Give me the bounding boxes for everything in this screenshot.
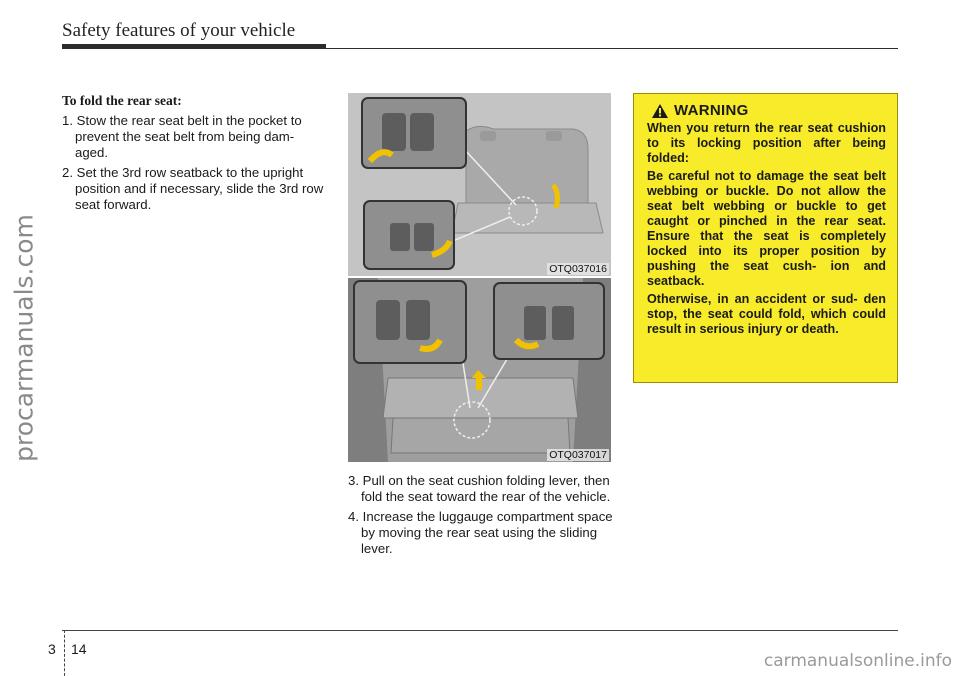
side-watermark xyxy=(2,205,46,470)
warning-box xyxy=(633,93,898,383)
warning-triangle-icon xyxy=(651,103,669,119)
seat-illustration-1 xyxy=(348,93,611,276)
warning-header xyxy=(651,102,886,119)
warning-paragraph: Otherwise, in an accident or sud- den stop, the seat could fold, which could result in serious injury or death. xyxy=(647,292,886,336)
seat-illustration-2 xyxy=(348,278,611,462)
bottom-watermark: carmanualsonline.info xyxy=(763,651,952,671)
page-header-title: Safety features of your vehicle xyxy=(62,20,296,41)
step-4: 4. Increase the luggauge compartment space by moving the rear seat using the sliding lever. xyxy=(348,509,613,556)
step-2: 2. Set the 3rd row seatback to the upright position and if necessary, slide the 3rd row seat forward. xyxy=(62,165,324,212)
figure-code: OTQ037016 xyxy=(549,263,607,275)
page-number: 14 xyxy=(71,641,87,657)
header-rule-thin xyxy=(326,48,898,49)
left-column xyxy=(62,93,328,217)
subheading: To fold the rear seat: xyxy=(62,93,182,108)
footer-rule xyxy=(62,630,898,631)
figure-rear-seat-folding xyxy=(348,93,611,276)
figure-code: OTQ037017 xyxy=(549,449,607,461)
middle-column xyxy=(348,473,613,561)
side-watermark-text: procarmanuals.com xyxy=(9,213,39,462)
figure-luggage-compartment xyxy=(348,278,611,462)
footer-divider xyxy=(64,630,65,676)
warning-title: WARNING xyxy=(674,102,749,119)
step-3: 3. Pull on the seat cushion folding lever, then fold the seat toward the rear of the vehicle. xyxy=(348,473,611,504)
warning-paragraph: When you return the rear seat cushion to its locking position after being folded: xyxy=(647,121,886,165)
warning-paragraph: Be careful not to damage the seat belt webbing or buckle. Do not allow the seat belt webbing or buckle to get caught or pinched in the rear seat. Ensure that the seat is completely locked into its proper position by pushing the seat cush- ion and seatback. xyxy=(647,169,886,288)
step-1: 1. Stow the rear seat belt in the pocket to prevent the seat belt from being dam- aged. xyxy=(62,113,302,160)
chapter-number: 3 xyxy=(48,641,56,657)
header-rule xyxy=(62,44,326,49)
